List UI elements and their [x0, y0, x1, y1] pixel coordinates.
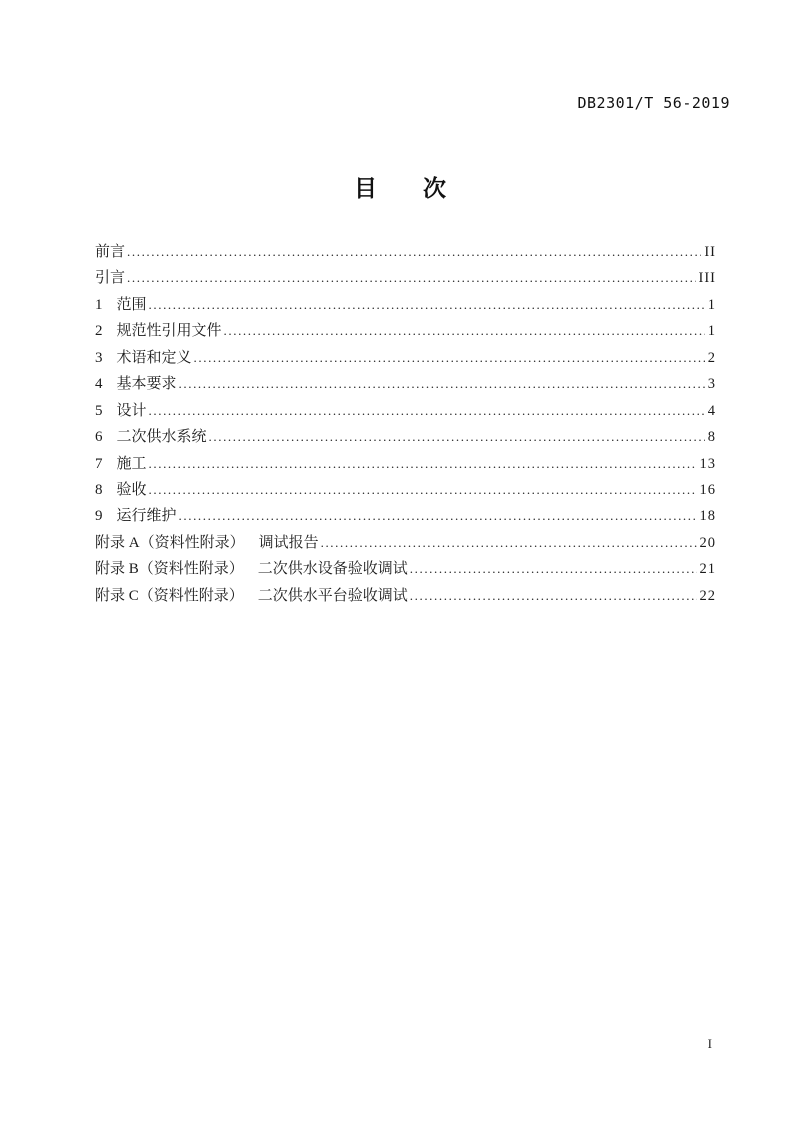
toc-entry-page: 22 — [699, 587, 716, 604]
toc-entry — [95, 266, 716, 292]
toc-entry-number: 2 — [95, 323, 103, 340]
dot-leader — [321, 535, 697, 552]
toc-entry-page: 20 — [699, 534, 716, 551]
dot-leader — [224, 323, 705, 340]
toc-entry-title: 范围 — [116, 296, 147, 313]
dot-leader — [179, 376, 705, 393]
toc-entry — [95, 293, 716, 319]
toc-entry-number: 3 — [95, 349, 103, 366]
toc-entry — [95, 478, 716, 504]
toc-entry-number: 9 — [95, 508, 103, 525]
toc-entry-number: 附录 C（资料性附录） — [95, 587, 244, 604]
table-of-contents — [95, 240, 716, 610]
dot-leader — [194, 350, 705, 367]
toc-entry-page: 16 — [699, 481, 716, 498]
toc-entry-page: 2 — [707, 349, 716, 366]
toc-entry-title: 术语和定义 — [116, 349, 192, 366]
toc-entry-title: 二次供水设备验收调试 — [257, 561, 408, 578]
toc-entry-appendix — [95, 531, 716, 557]
toc-entry-appendix — [95, 584, 716, 610]
toc-entry — [95, 346, 716, 372]
toc-entry — [95, 399, 716, 425]
toc-entry-title: 前言 — [95, 244, 126, 260]
toc-entry-page: 18 — [699, 508, 716, 525]
dot-leader — [149, 403, 705, 420]
toc-entry-title: 规范性引用文件 — [116, 323, 222, 340]
dot-leader — [410, 588, 697, 605]
page-title: 目 次 — [354, 176, 446, 201]
dot-leader — [149, 482, 697, 499]
toc-entry — [95, 372, 716, 398]
dot-leader — [149, 297, 705, 314]
toc-entry-title: 运行维护 — [116, 508, 177, 525]
toc-entry — [95, 425, 716, 451]
toc-entry-number: 1 — [95, 296, 103, 313]
toc-entry-title: 基本要求 — [116, 376, 177, 393]
dot-leader — [127, 244, 701, 261]
toc-entry-number: 附录 B（资料性附录） — [95, 561, 244, 578]
dot-leader — [410, 561, 697, 578]
toc-entry — [95, 319, 716, 345]
toc-entry-page: 3 — [707, 376, 716, 393]
toc-entry-page: 21 — [699, 561, 716, 578]
footer-page-number: I — [707, 1036, 712, 1051]
toc-entry-page: 4 — [707, 402, 716, 419]
toc-entry-page: 1 — [707, 296, 716, 313]
dot-leader — [209, 429, 705, 446]
toc-entry-page: III — [698, 270, 716, 287]
toc-entry-title: 二次供水系统 — [116, 429, 207, 446]
toc-entry — [95, 240, 716, 266]
toc-entry-title: 二次供水平台验收调试 — [257, 587, 408, 604]
toc-entry-number: 8 — [95, 481, 103, 498]
toc-entry-page: 1 — [707, 323, 716, 340]
toc-entry-appendix — [95, 557, 716, 583]
dot-leader — [179, 508, 697, 525]
dot-leader — [149, 456, 697, 473]
toc-entry-number: 附录 A（资料性附录） — [95, 534, 245, 551]
dot-leader — [127, 270, 695, 287]
toc-entry-page: II — [704, 244, 716, 260]
toc-entry-number: 6 — [95, 429, 103, 446]
toc-entry-title: 调试报告 — [258, 534, 319, 551]
toc-entry-title: 设计 — [116, 402, 147, 419]
toc-entry-number: 4 — [95, 376, 103, 393]
toc-entry-title: 引言 — [95, 270, 126, 287]
toc-entry-number: 7 — [95, 455, 103, 472]
toc-entry-page: 8 — [707, 429, 716, 446]
toc-entry-number: 5 — [95, 402, 103, 419]
toc-entry-title: 施工 — [116, 455, 147, 472]
toc-entry — [95, 504, 716, 530]
toc-entry-title: 验收 — [116, 481, 147, 498]
toc-entry-page: 13 — [699, 455, 716, 472]
standard-number: DB2301/T 56-2019 — [577, 94, 730, 112]
toc-entry — [95, 452, 716, 478]
